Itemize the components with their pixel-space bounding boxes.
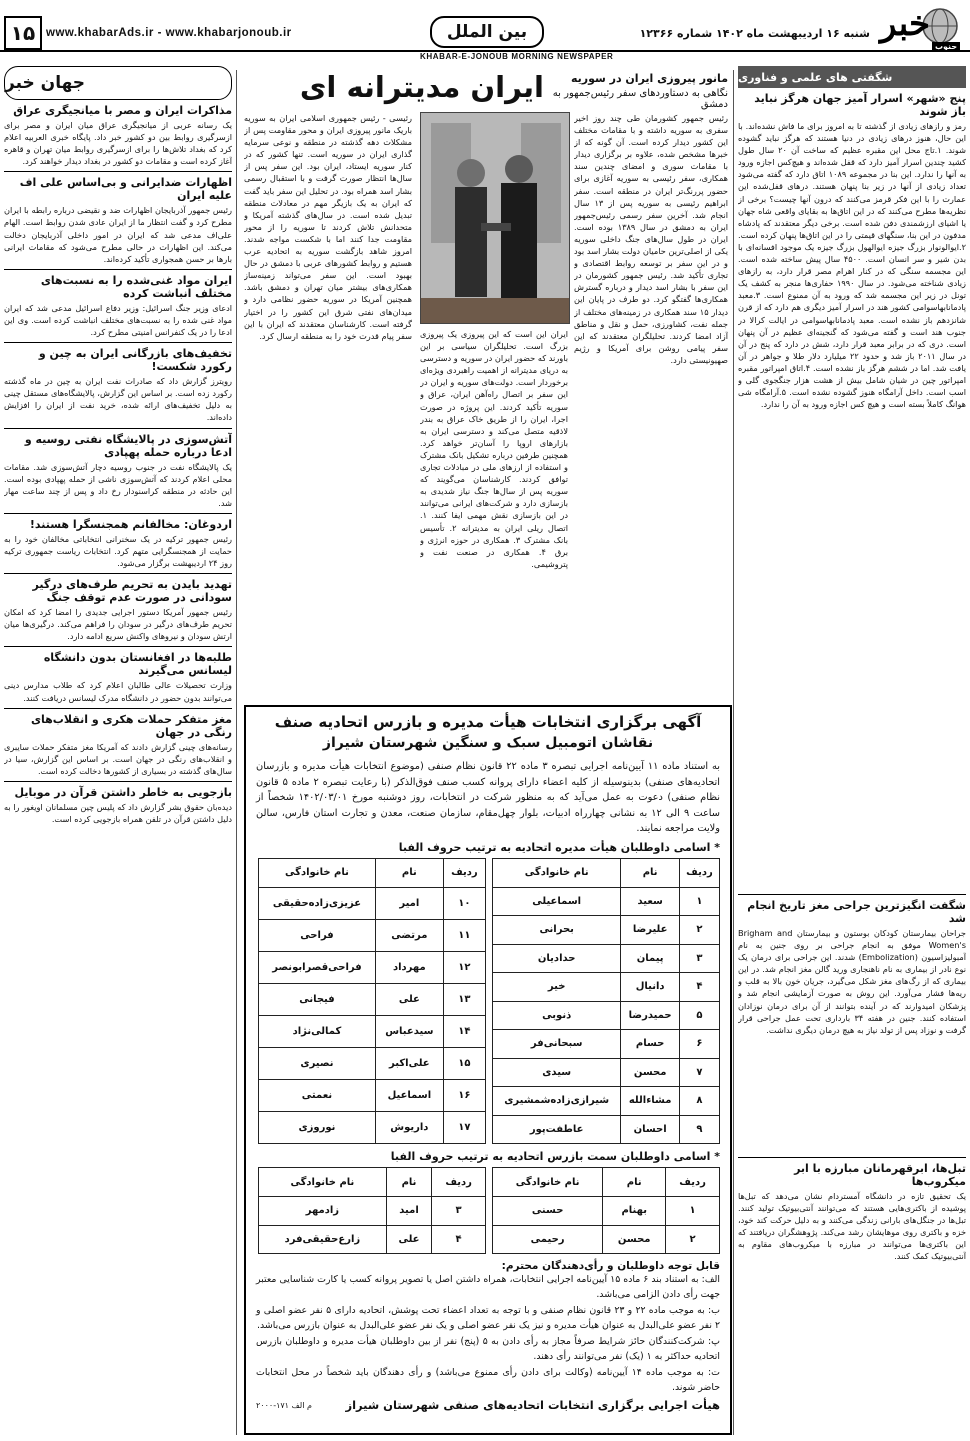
inspector-heading: * اسامی داوطلبان سمت بازرس اتحادیه به ترتیب حروف الفبا bbox=[390, 1150, 720, 1163]
main-headline: ایران مدیترانه ای bbox=[299, 70, 544, 104]
table-row bbox=[259, 1225, 486, 1254]
table-cell: عاطفت‌پور bbox=[493, 1115, 621, 1144]
table-cell: کمالی‌نژاد bbox=[259, 1015, 376, 1047]
table-row bbox=[493, 1197, 720, 1226]
table-cell: امید bbox=[386, 1197, 431, 1226]
table-cell: علی bbox=[375, 983, 443, 1015]
main-body-col2: ایران این است که این پیروزی یک پیروزی بزرگ است. تحلیلگران سیاسی بر این باورند که حضور ایران در سوریه و دسترسی به دریای مدیترانه از اهمیت راهبردی ویژه‌ای برخوردار است. دولت‌های سوریه و ایران در این سفر بر اتصال راه‌آهن ایران، عراق و سوریه تأکید کردند. این پروژه در صورت اجرا، ایران را از طریق خاک عراق به بندر لاذقیه متصل می‌کند و دسترسی ایران به بازارهای اروپا را آسان‌تر خواهد کرد. همچنین طرفین درباره تشکیل بانک مشترک و استفاده از ارزهای ملی در مبادلات تجاری توافق کردند. کارشناسان می‌گویند که سوریه پس از سال‌ها جنگ نیاز شدیدی به بازسازی دارد و شرکت‌های ایرانی می‌توانند در این بازسازی نقش مهمی ایفا کنند. ۱. اتصال ریلی ایران به مدیترانه ۲. تأسیس بانک مشترک ۳. همکاری در حوزه انرژی و برق ۴. همکاری در صنعت نفت و پتروشیمی. bbox=[420, 329, 568, 569]
table-row bbox=[493, 916, 720, 945]
column-header: نام bbox=[386, 1168, 431, 1197]
right-article3-body: یک تحقیق تازه در دانشگاه آمستردام نشان می‌دهد که تبل‌ها پوشیده از باکتری‌هایی هستند که می‌توانند آنتی‌بیوتیک تولید کنند. تبل‌ها در جنگل‌های بارانی زندگی می‌کنند و به دلیل حرکت کند خود، خزه و باکتری روی موهایشان رشد می‌کند. پژوهشگران دریافتند که این باکتری‌ها می‌توانند در مبارزه با میکروب‌های مقاوم به آنتی‌بیوتیک کمک کنند. bbox=[738, 1191, 966, 1262]
table-row bbox=[259, 919, 486, 951]
table-cell: زارع‌حقیقی‌فرد bbox=[259, 1225, 387, 1254]
table-row bbox=[259, 1015, 486, 1047]
table-cell: رحیمی bbox=[493, 1225, 603, 1254]
left-item-body: رئیس جمهور ترکیه در یک سخنرانی انتخاباتی مخالفان خود را به حمایت از همجنسگرایی متهم کرد. انتخابات ریاست جمهوری ترکیه روز ۲۴ اردیبهشت برگزار می‌شود. bbox=[4, 533, 232, 569]
table-cell: نعمتی bbox=[259, 1079, 376, 1111]
column-header: ردیف bbox=[679, 858, 719, 887]
column-header: ردیف bbox=[432, 1168, 486, 1197]
table-cell: ۲ bbox=[666, 1225, 720, 1254]
table-cell: ۱۵ bbox=[443, 1047, 485, 1079]
table-cell: بهنام bbox=[603, 1197, 666, 1226]
table-cell: ۱۰ bbox=[443, 887, 485, 919]
table-cell: ۳ bbox=[679, 944, 719, 973]
table-cell: ۱ bbox=[666, 1197, 720, 1226]
ad-title2: نقاشان اتومبیل سبک و سنگین شهرستان شیراز bbox=[322, 735, 654, 751]
main-body-col1: رئیس جمهور کشورمان طی چند روز اخیر سفری به سوریه داشته و با مقامات مختلف این کشور دیدار کرده است. آن گونه که از خبرها مشخص شده، علاوه بر برگزاری دیدار با مقامات سوری و امضای چندین سند همکاری، سفر رئیسی به سوریه آغازی برای حضور پررنگ‌تر ایران در منطقه است. سفر ابراهیم رئیسی به سوریه پس از ۱۳ سال انجام شد. آخرین سفر رسمی رئیس‌جمهور ایران به دمشق در سال ۱۳۸۹ بوده است. ایران در طول سال‌های جنگ داخلی سوریه یکی از اصلی‌ترین حامیان دولت بشار اسد بود و در این سفر بر توسعه روابط اقتصادی و تجاری تأکید شد. رئیس جمهور کشورمان در این سفر با بشار اسد دیدار و درباره گسترش همکاری‌ها گفتگو کرد. دو طرف در پایان این دیدار ۱۵ سند همکاری در زمینه‌های مختلف از جمله نفت، کشاورزی، حمل و نقل و مناطق آزاد امضا کردند. تحلیلگران معتقدند که این سفر پیامی روشن برای آمریکا و رژیم صهیونیستی دارد. bbox=[574, 113, 728, 365]
left-item-body: یک پالایشگاه نفت در جنوب روسیه دچار آتش‌سوزی شد. مقامات محلی اعلام کردند که آتش‌سوزی ناشی از حمله پهپادی بوده است. این حادثه در منطقه کراسنودار رخ داد و پس از چند ساعت مهار شد. bbox=[4, 461, 232, 508]
right-article2-title: شگفت انگیزترین جراحی مغز تاریخ انجام شد bbox=[738, 894, 966, 925]
column-header: نام خانوادگی bbox=[493, 858, 621, 887]
board-tables bbox=[246, 856, 730, 1147]
table-cell: نوروزی bbox=[259, 1111, 376, 1143]
header-bar bbox=[0, 0, 970, 60]
table-cell: حسنی bbox=[493, 1197, 603, 1226]
table-row bbox=[493, 887, 720, 916]
table-row bbox=[493, 1001, 720, 1030]
table-row bbox=[493, 944, 720, 973]
note-c: پ: شرکت‌کنندگان حائز شرایط صرفاً مجاز به رأی دادن به ۵ (پنج) نفر از بین داوطلبان هیأت مدیره و داوطلبان بازرس اتحادیه حداکثر به ۱ (یک) نفر می‌توانند رأی دهند. bbox=[256, 1336, 720, 1362]
table-cell: فیجانی bbox=[259, 983, 376, 1015]
column-header: نام bbox=[603, 1168, 666, 1197]
ad-intro: به استناد ماده ۱۱ آیین‌نامه اجرایی تبصره ۳ ماده ۲۲ قانون نظام صنفی (موضوع انتخابات هیأت مدیره و بازرسان اتحادیه‌های صنفی) بدینوسیله از کلیه اعضاء دارای پروانه کسب صنف فوق‌الذکر (با رعایت تبصره ۲ ماده ۵ قانون نظام صنفی) دعوت به عمل می‌آید که به منظور شرکت در انتخابات، روز دوشنبه مورخ ۱۴۰۲/۰۳/۰۱ شخصاً از ساعت ۹ الی ۱۲ به نشانی چهارراه ادبیات، بلوار چهل‌مقام، سازمان صنعت، معدن و تجارت استان فارس، سالن ولایت مراجعه نمایند. bbox=[256, 761, 721, 834]
table-row bbox=[259, 1079, 486, 1111]
table-row bbox=[259, 1111, 486, 1143]
table-row bbox=[259, 1197, 486, 1226]
column-header: نام خانوادگی bbox=[259, 1168, 387, 1197]
note-d: ت: به موجب ماده ۱۴ آیین‌نامه (وکالت برای دادن رأی ممنوع می‌باشد) و رأی دهندگان باید شخصاً در محل انتخابات حاضر شوند. bbox=[256, 1367, 721, 1393]
table-cell: دانیال bbox=[621, 973, 680, 1002]
english-name: KHABAR-E-JONOUB MORNING NEWSPAPER bbox=[420, 52, 614, 61]
left-item-title: تهدید بایدن به تحریم طرف‌های درگیر سودانی در صورت عدم توقف جنگ bbox=[4, 573, 232, 604]
table-cell: امیر bbox=[375, 887, 443, 919]
column-header: نام bbox=[375, 858, 443, 887]
column-header: ردیف bbox=[443, 858, 485, 887]
photo-illustration bbox=[421, 113, 569, 323]
left-item-title: آتش‌سوزی در پالایشگاه نفتی روسیه و ادعا درباره حمله پهپادی bbox=[4, 428, 232, 459]
table-cell: حمیدرضا bbox=[621, 1001, 680, 1030]
page-number-box bbox=[4, 16, 42, 50]
table-cell: سیدعباس bbox=[375, 1015, 443, 1047]
table-cell: ۱ bbox=[679, 887, 719, 916]
right-article1-title: پنج «شهر» اسرار آمیز جهان هرگز نباید باز شوند bbox=[754, 92, 966, 118]
table-cell: اسماعیل bbox=[375, 1079, 443, 1111]
notes-heading: قابل توجه داوطلبان و رأی‌دهندگان محترم: bbox=[501, 1260, 720, 1272]
left-item-title: بازجویی به خاطر داشتن قرآن در موبایل bbox=[4, 781, 232, 799]
right-article1-body: رمز و رازهای زیادی از گذشته تا به امروز برای ما فاش نشده‌اند. با این حال، هنوز درهای زیادی در دنیا هستند که هرگز نباید گشوده شوند. ۱.تاج محل این مقبره عظیم که ساخت آن ۲۰ سال طول کشید چندین اسرار آمیز دارد که قفل شده‌اند و هیچ‌کس اجازه ورود به آنها را ندارد. این بنا در مجموعه ۱۰۸۹ اتاق دارد که گفته می‌شود تعداد زیادی از آنها در زیر بنا پنهان هستند. درهای قفل‌شده این عمارت را با این فکر قرمز می‌کنند که درون آنها چیست؟ برخی از نظریه‌ها مطرح می‌کنند که در این اتاق‌ها به بقایای واقعی شاه جهان یا اشیای ارزشمندی دفن شده است. برخی دیگر معتقدند که پادشاه مدفون در این بنا، سنگهای قیمتی را در این اتاق‌ها پنهان کرده است. ۲.ایوالونوار بزرگ جیزه ایوالهول بزرگ جیزه یک موجود افسانه‌ای با بدن شیر و سر انسان است. ۴۵۰۰ سال پیش ساخته شده است. این مجسمه سنگی که در کنار اهرام مصر قرار دارد، به رازهای زیادی شناخته می‌شود. در سال ۱۹۹۰ حفاری‌ها منجر به کشف یک تونل در زیر این مجسمه شد که ورود به آن ممنوع است. ۳.معبد پادمانابهاسوامی کشور هند در اسرار آمیز دیگری هم دارد که از قرن شانزدهم باز نشده است. معبد پادمانابهاسوامی در ایالت کرالا در جنوب هند است و گفته می‌شود که گنجینه‌ای عظیم در آن پنهان است. دری که در برابر معبد قرار دارد، شش در دارد که پنج در آن در سال ۲۰۱۱ باز شد و حدود ۲۲ میلیارد دلار طلا و جواهر در آن یافت شد. اما در ششم هرگز باز نشده است. ۴.اتاق امپراتور مقبره امپراتور چین در شیان شامل بیش از هشت هزار جنگجوی گلی و اسب است. داخل آرامگاه هنوز گشوده نشده است. ۵.آرامگاه شی هوانگ کاملاً بسته است و هیچ کس اجازه ورود به آن را ندارد. bbox=[738, 121, 966, 410]
table-cell: ۱۱ bbox=[443, 919, 485, 951]
left-item-body: یک رسانه عربی از میانجیگری عراق میان ایران و مصر برای ازسرگیری روابط بین دو کشور خبر داد. پایگاه خبری العربیه اعلام کرد که بغداد تلاش‌ها را برای ازسرگیری روابط میان تهران و قاهره آغاز کرده است و مقامات دو کشور در بغداد دیدار خواهند کرد. bbox=[4, 120, 232, 167]
table-cell: ۲ bbox=[679, 916, 719, 945]
websites[interactable]: www.khabarAds.ir - www.khabarjonoub.ir bbox=[46, 27, 292, 39]
right-article2-body: جراحان بیمارستان کودکان بوستون و بیمارستان Brigham and Women's موفق به انجام جراحی بر روی جنین به نام آمبولیزاسیون (Embolization) شدند. این جراحی برای درمان یک نوع نادر از بیماری به نام ناهنجاری ورید گالن مغز انجام شد. در این بیماری که از رگ‌های مغز شکل می‌گیرد، جریان خون بالا به قلب و ریه‌ها فشار می‌آورد. این روش به صورت آزمایشی انجام شد و پزشکان امیدوارند که در آینده بتوانند از آن برای درمان نوزادان استفاده کنند. جنین در هفته ۳۴ بارداری تحت عمل جراحی قرار گرفت و نوزاد پس از تولد نیاز به هیچ درمان دیگری نداشت. bbox=[738, 928, 966, 1035]
left-item-body: دیده‌بان حقوق بشر گزارش داد که پلیس چین مسلمانان اویغور را به دلیل داشتن قرآن در تلفن همراه بازجویی کرده است. bbox=[4, 801, 232, 824]
table-cell: ۸ bbox=[679, 1087, 719, 1116]
table-cell: محسن bbox=[621, 1058, 680, 1087]
table-row bbox=[493, 1058, 720, 1087]
logo-sub: جنوب bbox=[932, 42, 960, 51]
table-cell: ۱۴ bbox=[443, 1015, 485, 1047]
table-row bbox=[493, 1115, 720, 1144]
left-item-body: رویترز گزارش داد که صادرات نفت ایران به چین در ماه گذشته رکورد زده است. بر اساس این گزارش، پالایشگاه‌های مستقل چینی به دلیل تخفیف‌های ارائه شده، خرید نفت از ایران را افزایش داده‌اند. bbox=[4, 376, 232, 423]
right-section-label: شگفتی های علمی و فناوری bbox=[738, 66, 966, 88]
note-a: الف: به استناد بند ۶ ماده ۱۵ آیین‌نامه اجرایی انتخابات، همراه داشتن اصل یا تصویر پروانه کسب یا کارت شناسایی معتبر جهت رأی دادن الزامی می‌باشد. bbox=[256, 1274, 721, 1300]
left-item-title: مذاکرات ایران و مصر با میانجیگری عراق bbox=[13, 104, 232, 117]
table-cell: مشاءالله bbox=[621, 1087, 680, 1116]
election-ad bbox=[244, 705, 732, 1435]
table-cell: علیرضا bbox=[621, 916, 680, 945]
column-header: نام خانوادگی bbox=[259, 858, 376, 887]
table-row bbox=[259, 951, 486, 983]
left-item-title: ایران مواد غنی‌شده را به نسبت‌های مختلف انباشت کرده bbox=[4, 269, 232, 300]
left-item-body: رئیس جمهور آمریکا دستور اجرایی جدیدی را امضا کرد که امکان تحریم طرف‌های درگیر در سودان را فراهم می‌کند. درگیری‌ها میان ارتش سودان و نیروهای واکنش سریع ادامه دارد. bbox=[4, 607, 232, 642]
column-header: نام خانوادگی bbox=[493, 1168, 603, 1197]
rule-right bbox=[733, 70, 734, 1435]
board-table-left bbox=[258, 858, 486, 1145]
inspector-table-left bbox=[258, 1167, 486, 1254]
ad-title: آگهی برگزاری انتخابات هیأت مدیره و بازرس اتحادیه صنف bbox=[274, 713, 702, 731]
column-header: ردیف bbox=[666, 1168, 720, 1197]
left-item-body: ادعای وزیر جنگ اسرائیل: وزیر دفاع اسرائیل مدعی شد که ایران مواد غنی شده را به نسبت‌های مختلف انباشت کرده است. وی این ادعا را در یک کنفرانس امنیتی مطرح کرد. bbox=[4, 302, 232, 338]
table-cell: عزیزی‌زاده‌حقیقی bbox=[259, 887, 376, 919]
table-cell: ۶ bbox=[679, 1030, 719, 1059]
table-cell: فراحی‌قصرابونصر bbox=[259, 951, 376, 983]
main-kicker: مانور پیروزی ایران در سوریه bbox=[570, 72, 728, 85]
left-section-label: جهان خبر bbox=[4, 66, 232, 100]
table-cell: حدادیان bbox=[493, 944, 621, 973]
table-cell: داریوش bbox=[375, 1111, 443, 1143]
table-cell: مرتضی bbox=[375, 919, 443, 951]
table-row bbox=[259, 1047, 486, 1079]
inspector-table-right bbox=[492, 1167, 720, 1254]
table-cell: سیدی bbox=[493, 1058, 621, 1087]
table-cell: زادمهر bbox=[259, 1197, 387, 1226]
table-row bbox=[259, 983, 486, 1015]
left-item-body: رئیس جمهور آذربایجان اظهارات ضد و نقیضی درباره رابطه با ایران مطرح کرد و گفت انتظار ما از ایران عادی شدن روابط است. الهام علی‌اف مدعی شد که ایران در امور داخلی آذربایجان دخالت می‌کند. این اظهارات در حالی مطرح می‌شود که مقامات ایرانی بارها بر حسن همجواری تأکید کرده‌اند. bbox=[4, 205, 232, 264]
ad-footer-row bbox=[246, 1396, 730, 1414]
left-item-title: طلبه‌ها در افغانستان بدون دانشگاه لیسانس می‌گیرند bbox=[4, 646, 232, 677]
table-cell: ۱۲ bbox=[443, 951, 485, 983]
logo bbox=[880, 2, 966, 54]
table-cell: بحرانی bbox=[493, 916, 621, 945]
left-item-title: اردوغان: مخالفانم همجنسگرا هستند! bbox=[4, 513, 232, 531]
table-cell: مهرداد bbox=[375, 951, 443, 983]
left-item-body: وزارت تحصیلات عالی طالبان اعلام کرد که طلاب مدارس دینی می‌توانند بدون حضور در دانشگاه مدرک لیسانس دریافت کنند. bbox=[4, 680, 232, 703]
main-photo bbox=[420, 112, 570, 324]
logo-text: خبر bbox=[880, 4, 931, 44]
board-heading: * اسامی داوطلبان هیأت مدیره اتحادیه به ترتیب حروف الفبا bbox=[398, 840, 720, 854]
ad-footer: هیأت اجرایی برگزاری انتخابات اتحادیه‌های صنفی شهرستان شیراز bbox=[345, 1398, 720, 1412]
table-row bbox=[493, 1030, 720, 1059]
date-line: شنبه ۱۶ اردیبهشت ماه ۱۴۰۲ شماره ۱۲۳۶۶ bbox=[639, 27, 870, 40]
table-cell: ۱۶ bbox=[443, 1079, 485, 1111]
main-body-col3: رئیسی - رئیس جمهوری اسلامی ایران به سوریه باریک مانور پیروزی ایران و محور مقاومت پس از مشکلات دهه گذشته در منطقه و نوعی سرمایه گذاری ایران در سوریه است. تنها کشور که در کنار سوریه ایستاد، ایران بود. این سفر پس از سال‌ها انتظار صورت گرفت و با استقبال رسمی بشار اسد همراه بود. در تحلیل این سفر باید گفت که ایران به یک بازیگر مهم در معادلات منطقه تبدیل شده است. در سال‌های گذشته آمریکا و متحدانش تلاش کردند تا سوریه را از محور مقاومت جدا کنند اما با شکست مواجه شدند. امروز شاهد بازگشت سوریه به اتحادیه عرب هستیم و روابط کشورهای عربی با دمشق در حال بهبود است. این سفر می‌تواند زمینه‌ساز همکاری‌های بیشتر میان تهران و دمشق باشد. همچنین آمریکا در سوریه حضور نظامی دارد و میدان‌های نفتی شرق این کشور را در اختیار گرفته است. کارشناسان معتقدند که ایران با این سفر پیام قدرت خود را به منطقه ارسال کرد. bbox=[244, 113, 412, 341]
table-cell: حسام bbox=[621, 1030, 680, 1059]
table-cell: ۴ bbox=[679, 973, 719, 1002]
table-cell: سبحانی‌فر bbox=[493, 1030, 621, 1059]
right-column bbox=[738, 66, 966, 1438]
right-article3-title: تبل‌ها، ابرقهرمانان مبارزه با ابر میکروب‌ها bbox=[738, 1157, 966, 1188]
table-cell: ۴ bbox=[432, 1225, 486, 1254]
table-cell: فراحی bbox=[259, 919, 376, 951]
left-column bbox=[4, 66, 232, 1438]
ad-code: م الف ۱۷۱-۲۰۰۰ bbox=[256, 1400, 312, 1410]
table-row bbox=[493, 1225, 720, 1254]
table-cell: اسماعیلی bbox=[493, 887, 621, 916]
table-row bbox=[259, 887, 486, 919]
table-cell: خیر bbox=[493, 973, 621, 1002]
left-items bbox=[4, 104, 232, 825]
table-cell: علی‌اکبر bbox=[375, 1047, 443, 1079]
note-b: ب: به موجب ماده ۲۲ و ۲۳ قانون نظام صنفی و با توجه به تعداد اعضاء تحت پوشش، اتحادیه دارای ۵ نفر عضو اصلی و ۲ نفر عضو علی‌البدل به عنوان هیأت مدیره و نیز یک نفر عضو اصلی و یک نفر عضو علی‌البدل به عنوان بازرس می‌باشد. bbox=[256, 1305, 720, 1331]
table-cell: احسان bbox=[621, 1115, 680, 1144]
table-row bbox=[493, 1087, 720, 1116]
section-title: بین الملل bbox=[430, 16, 544, 48]
column-header: نام bbox=[621, 858, 680, 887]
table-cell: ذنوبی bbox=[493, 1001, 621, 1030]
rule-left bbox=[236, 70, 237, 1435]
table-cell: ۷ bbox=[679, 1058, 719, 1087]
table-cell: نصیری bbox=[259, 1047, 376, 1079]
table-cell: ۵ bbox=[679, 1001, 719, 1030]
table-cell: ۱۳ bbox=[443, 983, 485, 1015]
table-cell: ۳ bbox=[432, 1197, 486, 1226]
page-number: ۱۵ bbox=[10, 21, 36, 45]
board-table-right bbox=[492, 858, 720, 1145]
table-cell: شیرازی‌زاده‌شمشیری bbox=[493, 1087, 621, 1116]
table-row bbox=[493, 973, 720, 1002]
left-item-title: مغز متفکر حملات هکری و انقلاب‌های رنگی در جهان bbox=[4, 708, 232, 739]
left-item-body: رسانه‌های چینی گزارش دادند که آمریکا مغز متفکر حملات سایبری و انقلاب‌های رنگی در جهان است. بر اساس این گزارش، سیا در سال‌های گذشته در بسیاری از کشورها دخالت کرده است. bbox=[4, 741, 232, 776]
left-item-title: تخفیف‌های بازرگانی ایران به چین و رکورد شکست! bbox=[4, 342, 232, 373]
table-cell: علی bbox=[386, 1225, 431, 1254]
inspector-tables bbox=[246, 1165, 730, 1256]
table-cell: محسن bbox=[603, 1225, 666, 1254]
table-cell: ۱۷ bbox=[443, 1111, 485, 1143]
left-item-title: اظهارات ضدایرانی و بی‌اساس علی اف علیه ایران bbox=[4, 171, 232, 202]
table-cell: ۹ bbox=[679, 1115, 719, 1144]
table-cell: پیمان bbox=[621, 944, 680, 973]
table-cell: سعید bbox=[621, 887, 680, 916]
main-kicker2: نگاهی به دستاوردهای سفر رئیس‌جمهور به دمشق bbox=[552, 88, 728, 110]
